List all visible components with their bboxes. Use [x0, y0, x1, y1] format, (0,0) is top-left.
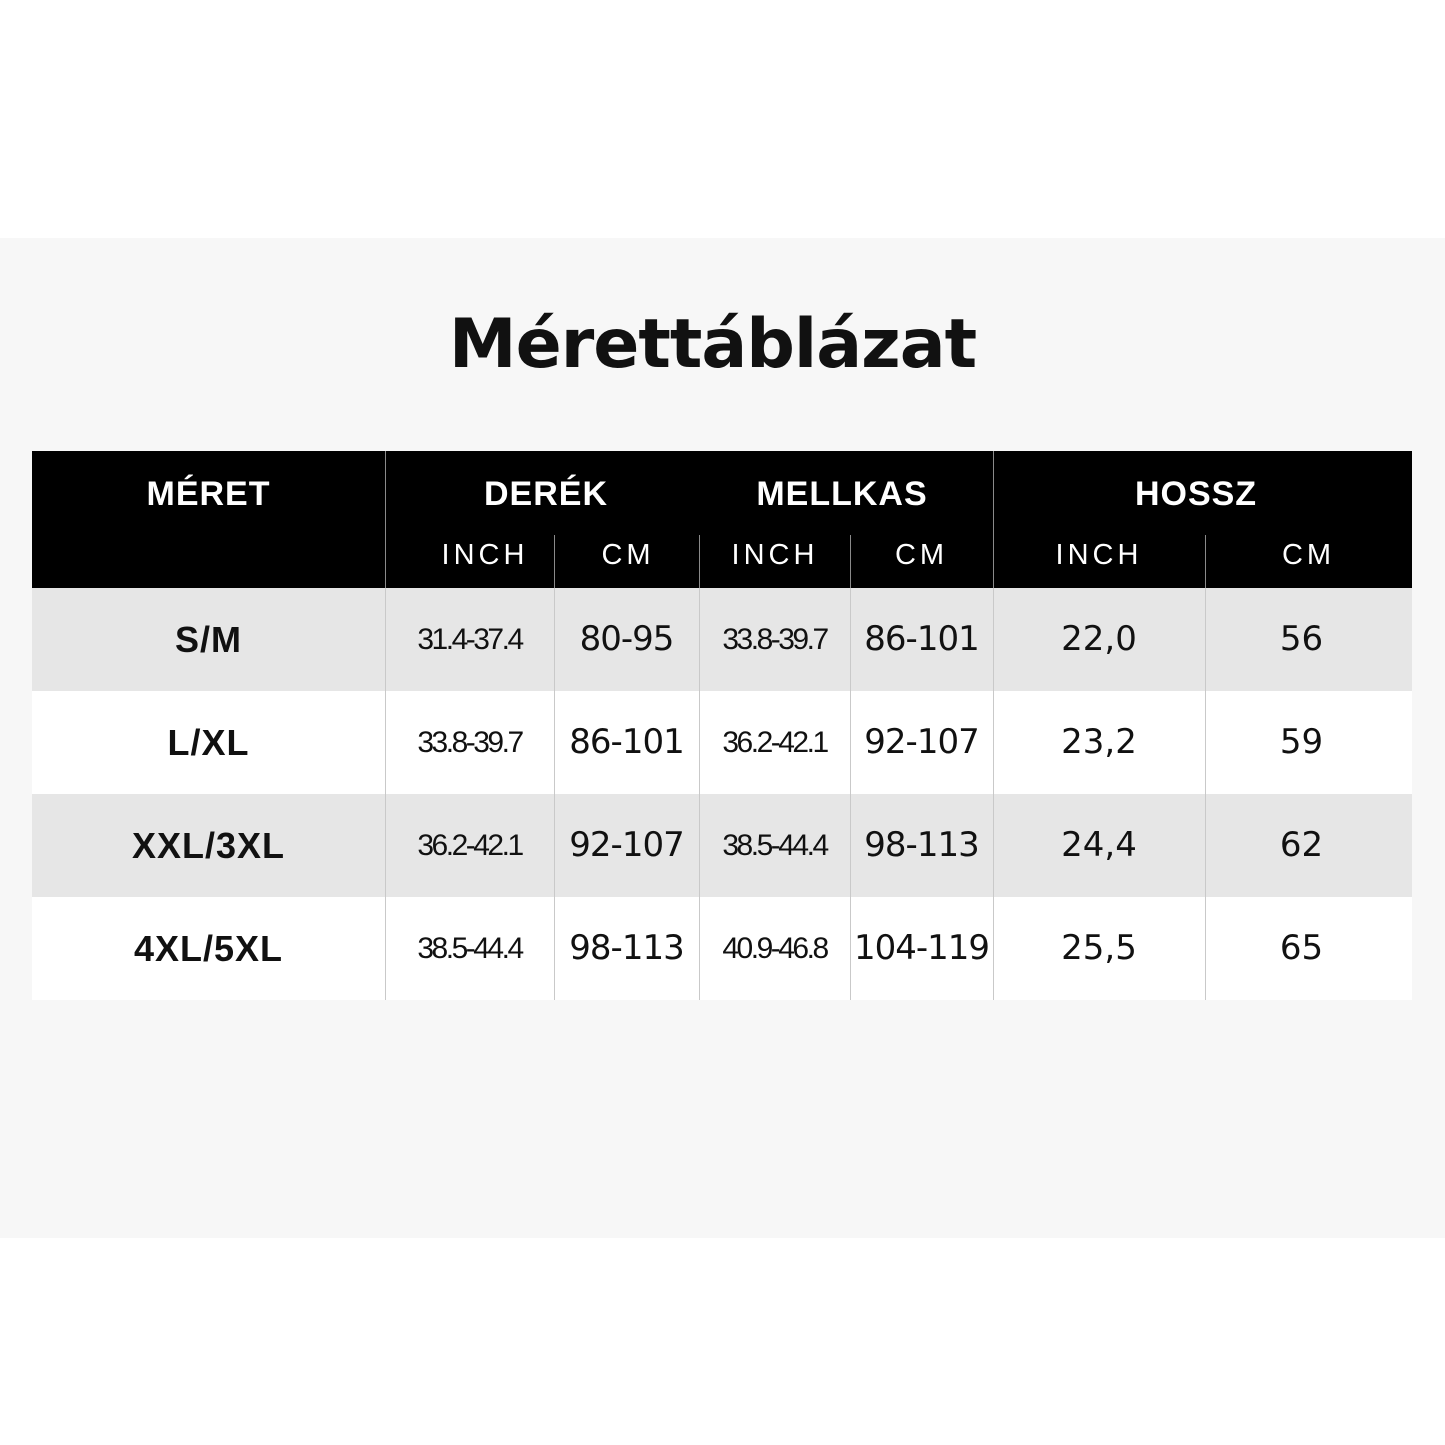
row-divider	[554, 897, 555, 1000]
row-divider	[554, 691, 555, 794]
chest-inch-cell: 38.5-44.4	[722, 829, 827, 862]
table-row	[32, 897, 1412, 1000]
row-divider	[1205, 588, 1206, 691]
header-length-inch: INCH	[1055, 539, 1143, 571]
waist-inch-cell: 38.5-44.4	[417, 932, 522, 965]
waist-inch-cell: 36.2-42.1	[417, 829, 522, 862]
row-divider	[554, 588, 555, 691]
length-inch-cell: 22,0	[1061, 619, 1137, 659]
header-divider	[850, 535, 851, 588]
row-divider	[699, 897, 700, 1000]
header-waist-inch: INCH	[441, 539, 529, 571]
header-chest-cm: CM	[894, 539, 949, 571]
length-cm-cell: 59	[1279, 722, 1324, 762]
row-divider	[850, 794, 851, 897]
header-divider	[993, 451, 994, 588]
row-divider	[1205, 897, 1206, 1000]
row-divider	[993, 794, 994, 897]
length-inch-cell: 23,2	[1061, 722, 1137, 762]
header-chest-inch: INCH	[731, 539, 819, 571]
table-header	[32, 451, 1412, 588]
row-divider	[993, 691, 994, 794]
header-size: MÉRET	[146, 475, 271, 513]
row-divider	[993, 897, 994, 1000]
header-divider	[1205, 535, 1206, 588]
length-cm-cell: 65	[1279, 928, 1324, 968]
row-divider	[385, 794, 386, 897]
header-waist-cm: CM	[601, 539, 655, 571]
row-divider	[554, 794, 555, 897]
row-divider	[1205, 794, 1206, 897]
header-length-cm: CM	[1281, 539, 1336, 571]
row-divider	[385, 897, 386, 1000]
size-cell: S/M	[174, 619, 242, 660]
length-cm-cell: 62	[1279, 825, 1324, 865]
chest-cm-cell: 92-107	[864, 722, 979, 762]
row-divider	[1205, 691, 1206, 794]
row-divider	[993, 588, 994, 691]
waist-inch-cell: 33.8-39.7	[417, 726, 522, 759]
waist-inch-cell: 31.4-37.4	[417, 623, 522, 656]
size-table	[32, 451, 1412, 1000]
row-divider	[699, 794, 700, 897]
row-divider	[850, 588, 851, 691]
table-row	[32, 691, 1412, 794]
row-divider	[385, 588, 386, 691]
header-chest: MELLKAS	[756, 475, 928, 513]
page-title: Mérettáblázat	[448, 305, 977, 384]
header-divider	[699, 535, 700, 588]
row-divider	[385, 691, 386, 794]
size-cell: XXL/3XL	[131, 825, 286, 866]
length-inch-cell: 24,4	[1061, 825, 1137, 865]
header-waist: DERÉK	[483, 475, 609, 513]
chest-cm-cell: 104-119	[853, 928, 990, 968]
header-divider	[385, 451, 386, 588]
chest-cm-cell: 86-101	[864, 619, 979, 659]
chest-inch-cell: 36.2-42.1	[722, 726, 827, 759]
length-cm-cell: 56	[1279, 619, 1324, 659]
row-divider	[850, 897, 851, 1000]
header-length: HOSSZ	[1134, 475, 1258, 513]
size-cell: L/XL	[167, 722, 250, 763]
waist-cm-cell: 98-113	[569, 928, 684, 968]
size-cell: 4XL/5XL	[133, 928, 284, 969]
table-row	[32, 588, 1412, 691]
table-row	[32, 794, 1412, 897]
row-divider	[699, 691, 700, 794]
header-divider	[554, 535, 555, 588]
chest-cm-cell: 98-113	[864, 825, 979, 865]
chest-inch-cell: 40.9-46.8	[722, 932, 827, 965]
waist-cm-cell: 92-107	[569, 825, 684, 865]
row-divider	[699, 588, 700, 691]
row-divider	[850, 691, 851, 794]
length-inch-cell: 25,5	[1061, 928, 1137, 968]
chest-inch-cell: 33.8-39.7	[722, 623, 827, 656]
waist-cm-cell: 86-101	[569, 722, 684, 762]
waist-cm-cell: 80-95	[579, 619, 674, 659]
